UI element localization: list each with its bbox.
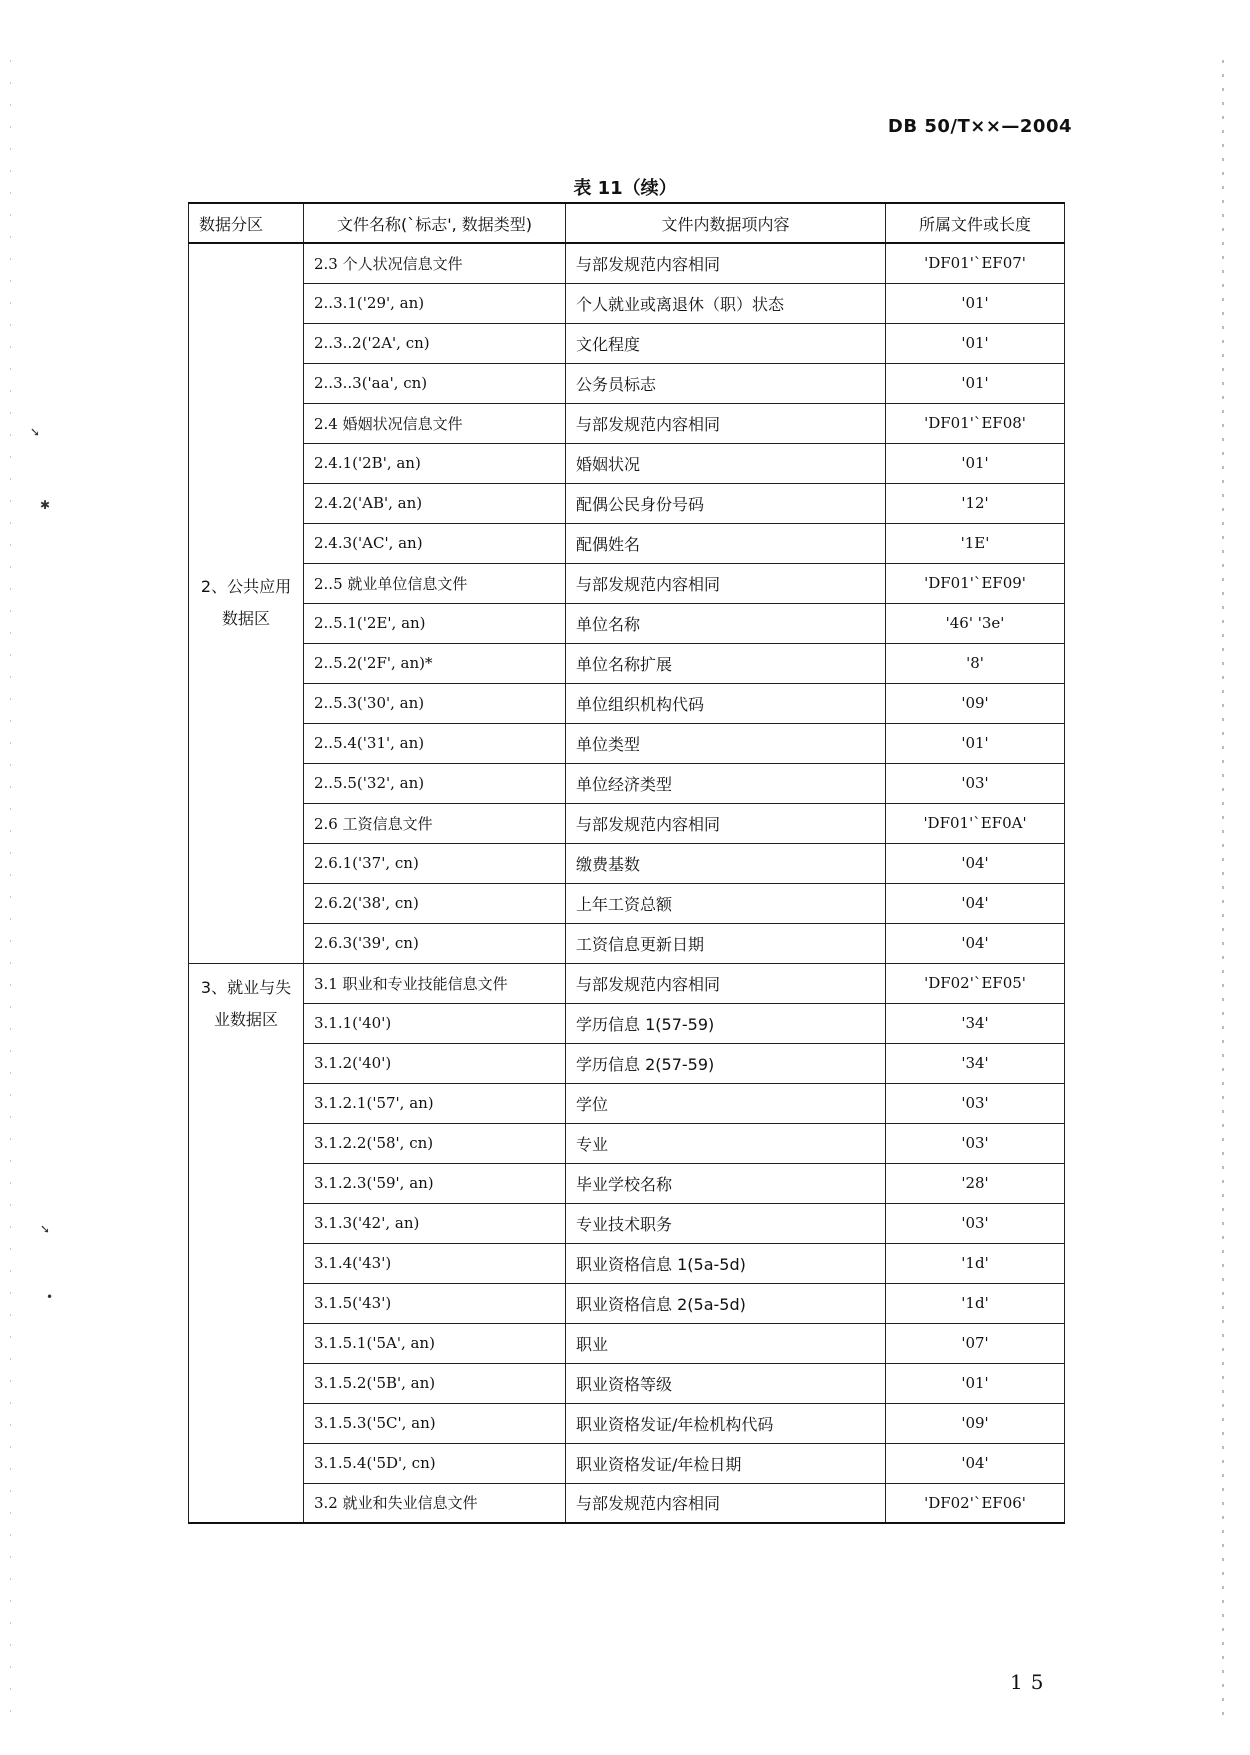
scan-edge-left (10, 60, 11, 1720)
scan-speck: ➘ (30, 425, 41, 439)
content-cell: 配偶姓名 (566, 523, 886, 563)
column-header: 文件名称(`标志', 数据类型) (304, 203, 566, 243)
content-cell: 毕业学校名称 (566, 1163, 886, 1203)
length-cell: 'DF01'`EF0A' (886, 803, 1065, 843)
zone-cell: 3、就业与失业数据区 (189, 963, 304, 1523)
length-cell: '01' (886, 363, 1065, 403)
scan-speck: ➘ (40, 1222, 51, 1236)
content-cell: 职业资格发证/年检日期 (566, 1443, 886, 1483)
length-cell: '1d' (886, 1243, 1065, 1283)
content-cell: 与部发规范内容相同 (566, 563, 886, 603)
content-cell: 与部发规范内容相同 (566, 1483, 886, 1523)
length-cell: '09' (886, 683, 1065, 723)
content-cell: 学历信息 1(57-59) (566, 1003, 886, 1043)
length-cell: 'DF01'`EF08' (886, 403, 1065, 443)
file-name-cell: 3.1.3('42', an) (304, 1203, 566, 1243)
file-name-cell: 2..5 就业单位信息文件 (304, 563, 566, 603)
table-row (189, 1083, 1065, 1123)
file-name-cell: 3.2 就业和失业信息文件 (304, 1483, 566, 1523)
file-name-cell: 3.1.2.2('58', cn) (304, 1123, 566, 1163)
content-cell: 学位 (566, 1083, 886, 1123)
scan-speck: ✱ (40, 498, 51, 512)
length-cell: 'DF01'`EF07' (886, 243, 1065, 283)
length-cell: '28' (886, 1163, 1065, 1203)
zone-cell: 2、公共应用数据区 (189, 243, 304, 963)
file-name-cell: 2.4.1('2B', an) (304, 443, 566, 483)
content-cell: 缴费基数 (566, 843, 886, 883)
table-row (189, 1443, 1065, 1483)
file-name-cell: 2.6 工资信息文件 (304, 803, 566, 843)
table-caption: 表 11（续） (573, 178, 677, 199)
length-cell: '01' (886, 1363, 1065, 1403)
length-cell: '03' (886, 763, 1065, 803)
table-row (189, 363, 1065, 403)
table-row (189, 843, 1065, 883)
file-name-cell: 2..3.1('29', an) (304, 283, 566, 323)
file-name-cell: 3.1.2.3('59', an) (304, 1163, 566, 1203)
length-cell: '09' (886, 1403, 1065, 1443)
table-row (189, 683, 1065, 723)
file-name-cell: 3.1.5.4('5D', cn) (304, 1443, 566, 1483)
content-cell: 与部发规范内容相同 (566, 403, 886, 443)
table-row (189, 963, 1065, 1003)
scan-edge-right (1222, 60, 1224, 1720)
file-name-cell: 2..3..2('2A', cn) (304, 323, 566, 363)
table-row (189, 523, 1065, 563)
file-name-cell: 3.1.5.3('5C', an) (304, 1403, 566, 1443)
table-row (189, 643, 1065, 683)
content-cell: 公务员标志 (566, 363, 886, 403)
content-cell: 单位类型 (566, 723, 886, 763)
file-name-cell: 2..5.5('32', an) (304, 763, 566, 803)
file-name-cell: 3.1.5.2('5B', an) (304, 1363, 566, 1403)
content-cell: 上年工资总额 (566, 883, 886, 923)
content-cell: 单位名称 (566, 603, 886, 643)
table-row (189, 1123, 1065, 1163)
content-cell: 专业 (566, 1123, 886, 1163)
length-cell: '34' (886, 1043, 1065, 1083)
file-name-cell: 2.4 婚姻状况信息文件 (304, 403, 566, 443)
table-row (189, 1243, 1065, 1283)
length-cell: '07' (886, 1323, 1065, 1363)
table-row (189, 1323, 1065, 1363)
file-name-cell: 2.4.2('AB', an) (304, 483, 566, 523)
table-row (189, 603, 1065, 643)
table-row (189, 803, 1065, 843)
table-row (189, 723, 1065, 763)
table-row (189, 1483, 1065, 1523)
content-cell: 工资信息更新日期 (566, 923, 886, 963)
content-cell: 单位组织机构代码 (566, 683, 886, 723)
file-name-cell: 2.6.3('39', cn) (304, 923, 566, 963)
length-cell: '1d' (886, 1283, 1065, 1323)
data-table (188, 202, 1065, 1524)
table-row (189, 1163, 1065, 1203)
content-cell: 职业资格等级 (566, 1363, 886, 1403)
content-cell: 婚姻状况 (566, 443, 886, 483)
content-cell: 职业资格信息 1(5a-5d) (566, 1243, 886, 1283)
table-row (189, 243, 1065, 283)
table-row (189, 443, 1065, 483)
length-cell: '46' '3e' (886, 603, 1065, 643)
content-cell: 文化程度 (566, 323, 886, 363)
file-name-cell: 2..5.1('2E', an) (304, 603, 566, 643)
length-cell: '12' (886, 483, 1065, 523)
content-cell: 职业 (566, 1323, 886, 1363)
table-row (189, 923, 1065, 963)
content-cell: 个人就业或离退休（职）状态 (566, 283, 886, 323)
scan-speck: • (46, 1290, 54, 1304)
content-cell: 单位经济类型 (566, 763, 886, 803)
length-cell: '8' (886, 643, 1065, 683)
file-name-cell: 3.1.1('40') (304, 1003, 566, 1043)
table-row (189, 283, 1065, 323)
file-name-cell: 3.1.2('40') (304, 1043, 566, 1083)
file-name-cell: 3.1.5.1('5A', an) (304, 1323, 566, 1363)
length-cell: 'DF02'`EF05' (886, 963, 1065, 1003)
table-row (189, 1003, 1065, 1043)
file-name-cell: 3.1.2.1('57', an) (304, 1083, 566, 1123)
length-cell: '03' (886, 1083, 1065, 1123)
file-name-cell: 2.6.2('38', cn) (304, 883, 566, 923)
file-name-cell: 2..5.3('30', an) (304, 683, 566, 723)
content-cell: 职业资格发证/年检机构代码 (566, 1403, 886, 1443)
table-row (189, 763, 1065, 803)
length-cell: '01' (886, 323, 1065, 363)
length-cell: '01' (886, 443, 1065, 483)
file-name-cell: 2..3..3('aa', cn) (304, 363, 566, 403)
length-cell: 'DF02'`EF06' (886, 1483, 1065, 1523)
table-row (189, 1363, 1065, 1403)
table-row (189, 1283, 1065, 1323)
length-cell: '03' (886, 1123, 1065, 1163)
table-row (189, 483, 1065, 523)
table-row (189, 403, 1065, 443)
length-cell: '04' (886, 1443, 1065, 1483)
file-name-cell: 2.3 个人状况信息文件 (304, 243, 566, 283)
table-row (189, 323, 1065, 363)
file-name-cell: 2.6.1('37', cn) (304, 843, 566, 883)
table-row (189, 1203, 1065, 1243)
length-cell: '1E' (886, 523, 1065, 563)
length-cell: '03' (886, 1203, 1065, 1243)
length-cell: '34' (886, 1003, 1065, 1043)
column-header: 文件内数据项内容 (566, 203, 886, 243)
length-cell: '04' (886, 923, 1065, 963)
length-cell: '01' (886, 723, 1065, 763)
content-cell: 专业技术职务 (566, 1203, 886, 1243)
column-header: 所属文件或长度 (886, 203, 1065, 243)
file-name-cell: 3.1.4('43') (304, 1243, 566, 1283)
table-row (189, 563, 1065, 603)
length-cell: '04' (886, 883, 1065, 923)
file-name-cell: 2..5.2('2F', an)* (304, 643, 566, 683)
table-row (189, 1043, 1065, 1083)
file-name-cell: 3.1.5('43') (304, 1283, 566, 1323)
content-cell: 与部发规范内容相同 (566, 803, 886, 843)
length-cell: 'DF01'`EF09' (886, 563, 1065, 603)
content-cell: 与部发规范内容相同 (566, 243, 886, 283)
content-cell: 与部发规范内容相同 (566, 963, 886, 1003)
content-cell: 单位名称扩展 (566, 643, 886, 683)
content-cell: 配偶公民身份号码 (566, 483, 886, 523)
file-name-cell: 2..5.4('31', an) (304, 723, 566, 763)
length-cell: '01' (886, 283, 1065, 323)
length-cell: '04' (886, 843, 1065, 883)
file-name-cell: 2.4.3('AC', an) (304, 523, 566, 563)
table-header-row (189, 203, 1065, 243)
table-row (189, 883, 1065, 923)
content-cell: 职业资格信息 2(5a-5d) (566, 1283, 886, 1323)
file-name-cell: 3.1 职业和专业技能信息文件 (304, 963, 566, 1003)
table-row (189, 1403, 1065, 1443)
content-cell: 学历信息 2(57-59) (566, 1043, 886, 1083)
column-header: 数据分区 (189, 203, 304, 243)
document-code: DB 50/T××—2004 (887, 116, 1072, 137)
page-number: 15 (1010, 1670, 1052, 1694)
